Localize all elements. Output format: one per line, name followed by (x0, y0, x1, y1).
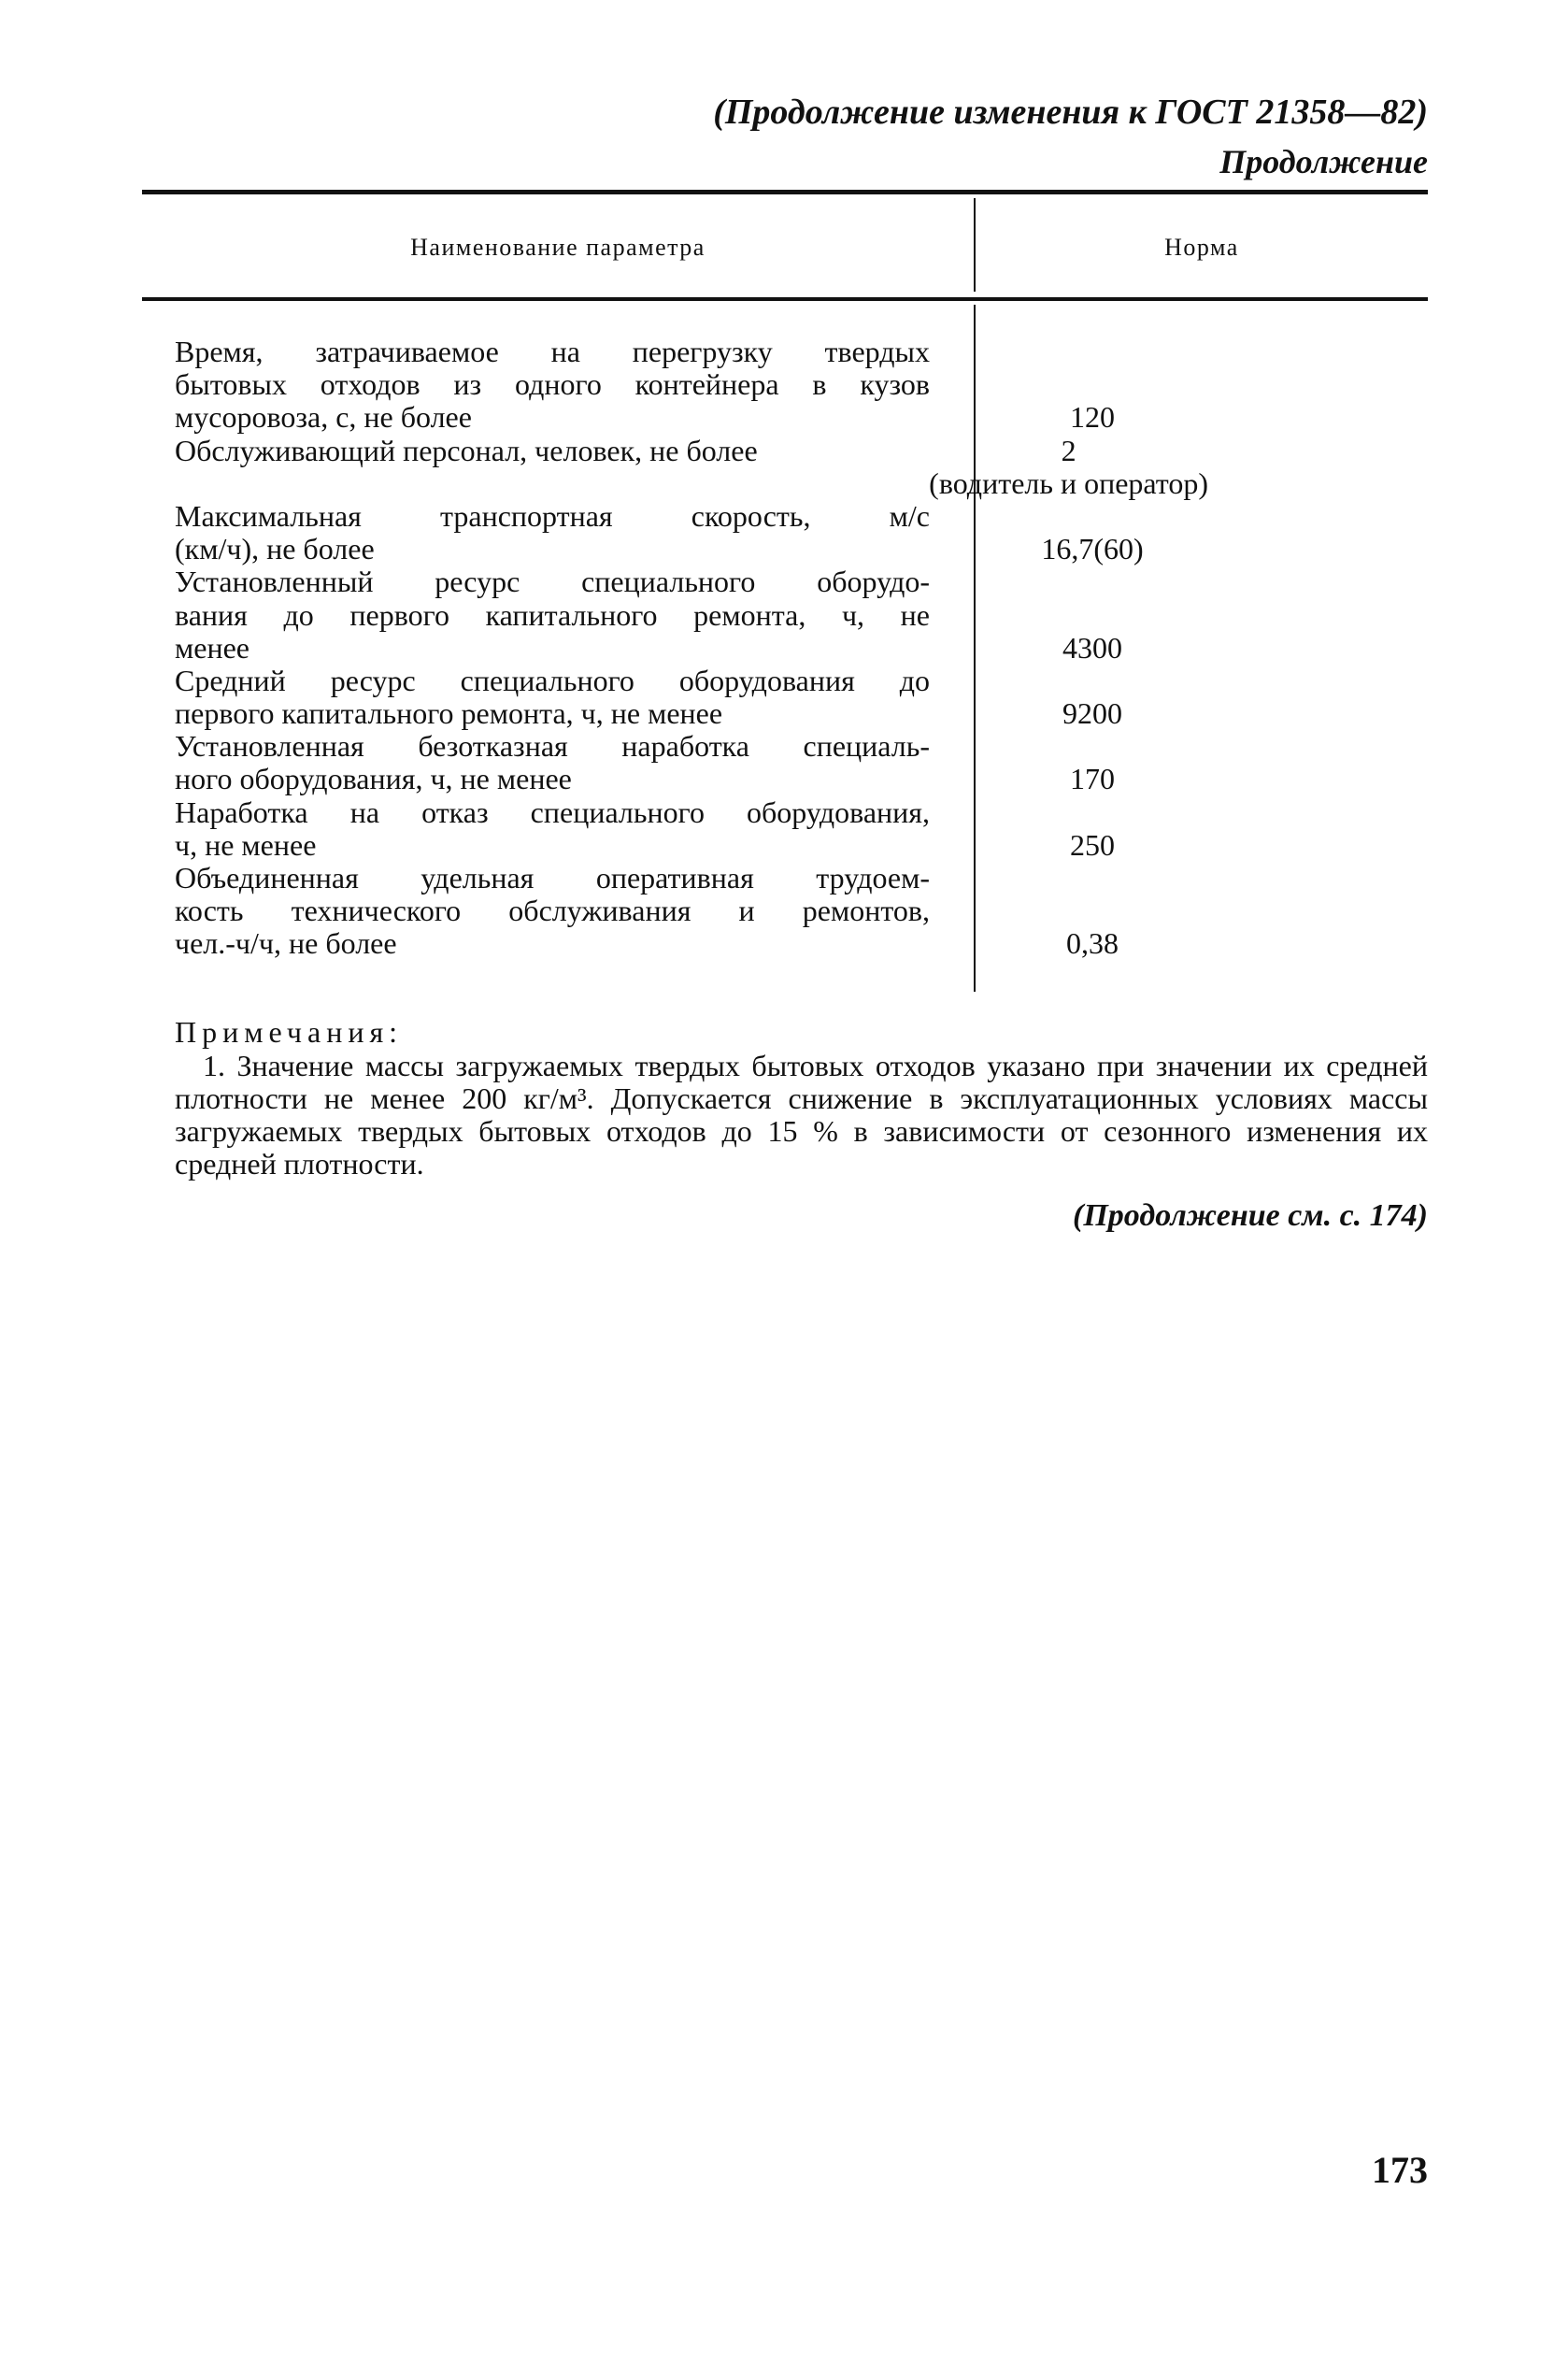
parameter-cell (175, 336, 930, 435)
table-row (175, 565, 1208, 665)
norm-value: 0,38 (1066, 926, 1119, 961)
table-row (175, 862, 1208, 961)
norm-value: 9200 (1062, 696, 1122, 731)
parameter-cell (175, 565, 930, 665)
norm-value: (водитель и оператор) (929, 465, 1208, 500)
norm-value: 16,7(60) (1041, 532, 1144, 566)
parameter-line: Максимальная транспортная скорость, м/с (175, 498, 930, 533)
parameter-cell (175, 500, 930, 565)
norm-cell (929, 435, 1208, 500)
parameter-line: вания до первого капитального ремонта, ч, не (175, 597, 930, 632)
parameter-line: ного оборудования, ч, не менее (175, 762, 572, 796)
norm-cell (976, 730, 1208, 795)
table-row (175, 796, 1208, 862)
parameter-line: Объединенная удельная оперативная трудоем- (175, 861, 930, 895)
note-item: 1. Значение массы загружаемых твердых бытовых отходов указано при значении их средней плотности не менее 200 кг/м³. Допускается снижение в эксплуатационных условиях массы загружаемых твердых бытовых отходов до 15 % в зависимости от сезонного изменения их средней плотности. (175, 1049, 1428, 1181)
parameter-line: кость технического обслуживания и ремонтов, (175, 894, 930, 928)
parameter-line: (км/ч), не более (175, 532, 375, 566)
norm-cell (976, 565, 1208, 665)
parameter-line: бытовых отходов из одного контейнера в кузов (175, 367, 930, 402)
table-row (175, 730, 1208, 795)
norm-value: 2 (1061, 433, 1076, 467)
column-header-parameter: Наименование параметра (410, 234, 706, 261)
parameter-cell (175, 435, 882, 500)
norm-cell (976, 336, 1208, 435)
page-number: 173 (1372, 2149, 1428, 2191)
parameter-line: Время, затрачиваемое на перегрузку твердых (175, 335, 930, 368)
norm-cell (976, 796, 1208, 862)
table-row (175, 435, 1208, 500)
parameter-cell (175, 730, 930, 795)
column-header-norm: Норма (1164, 234, 1239, 261)
table-top-rule (142, 190, 1428, 194)
parameter-line: первого капитального ремонта, ч, не менее (175, 696, 723, 731)
parameter-line: мусоровоза, с, не более (175, 400, 472, 435)
norm-cell (976, 862, 1208, 961)
parameter-line: менее (175, 630, 249, 665)
notes (175, 1014, 1428, 1181)
norm-value: 4300 (1062, 630, 1122, 665)
notes-title: Примечания: (175, 1015, 404, 1049)
norm-cell (976, 665, 1208, 730)
parameter-line: чел.-ч/ч, не более (175, 926, 397, 961)
parameter-line: ч, не менее (175, 827, 317, 862)
norm-value: 120 (1070, 400, 1115, 435)
parameter-line: Установленный ресурс специального оборудо- (175, 565, 930, 599)
table-row (175, 500, 1208, 565)
norm-cell (976, 500, 1208, 565)
parameter-line: Установленная безотказная наработка специаль- (175, 729, 930, 764)
table-header-rule (142, 297, 1428, 301)
parameter-cell (175, 665, 930, 730)
parameter-cell (175, 862, 930, 961)
continuation-header: (Продолжение изменения к ГОСТ 21358—82) (713, 93, 1428, 132)
parameter-line: Обслуживающий персонал, человек, не более (175, 433, 758, 467)
norm-value: 250 (1070, 827, 1115, 862)
norm-value: 170 (1070, 762, 1115, 796)
parameter-line: Наработка на отказ специального оборудования, (175, 794, 930, 829)
parameter-line: Средний ресурс специального оборудования до (175, 663, 930, 697)
table-body (175, 336, 1208, 961)
continued-on-label: (Продолжение см. с. 174) (1073, 1198, 1428, 1233)
table-row (175, 665, 1208, 730)
table-continued-label: Продолжение (1219, 143, 1428, 180)
parameter-cell (175, 796, 930, 862)
table-row (175, 336, 1208, 435)
